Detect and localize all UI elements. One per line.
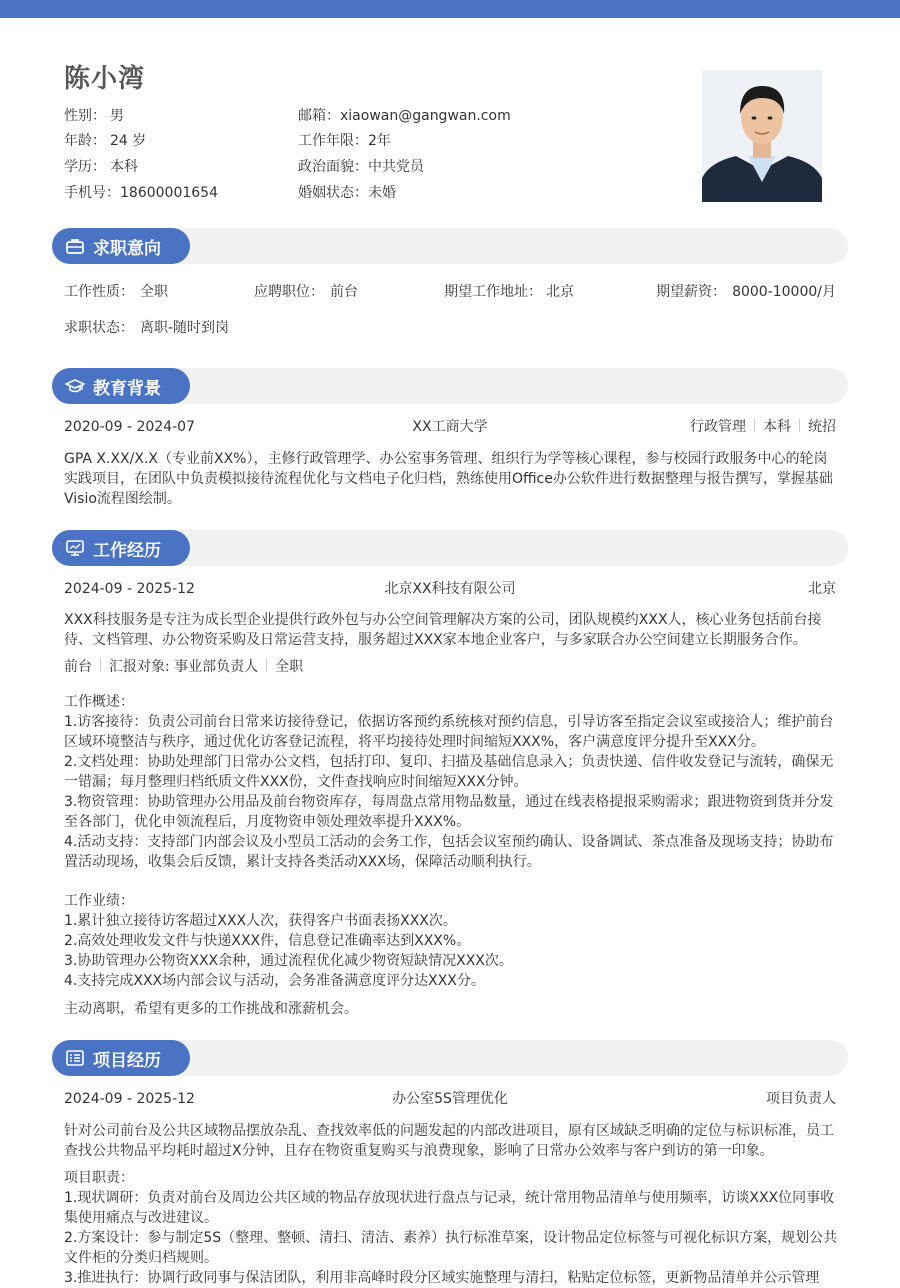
section-title: 项目经历 [93, 1050, 161, 1071]
company-description: XXX科技服务是专注为成长型企业提供行政外包与办公空间管理解决方案的公司，团队规模约XXX人，核心业务包括前台接 待、文档管理、办公物资采购及日常运营支持，服务超过XXX家本地企业客户，与多家联合办公空间建立长期服务合作。 [64, 612, 822, 648]
section-project-header [52, 1040, 190, 1076]
project-name: 办公室5S管理优化 [392, 1091, 508, 1107]
section-title: 工作经历 [93, 540, 161, 561]
section-work [52, 530, 848, 566]
political-row: 政治面貌：中共党员 [298, 159, 424, 175]
section-work-header [52, 530, 190, 566]
age-row: 年龄： 24 岁 [64, 133, 147, 149]
project-period: 2024-09 - 2025-12 [64, 1091, 195, 1107]
monitor-chart-icon [65, 538, 85, 558]
work-overview: 工作概述： 1.访客接待：负责公司前台日常来访接待登记，依据访客预约系统核对预约信息，引导访客至指定会议室或接洽人；维护前台 区域环境整洁与秩序，通过优化访客登记流程，将平均接待处理时间缩短XXX%，客户满意度评分提升至XXX分。 2.文档处理：协助处理部门日常办公文档，包括打印、复印、扫描及基础信息录入；负责快递、信件收发登记与流转，确保无 一错漏；每月整理归档纸质文件XXX份，文件查找响应时间缩短XXX分钟。 3.物资管理：协助管理办公用品及前台物资库存，每周盘点常用物品数量，通过在线表格提报采购需求；跟进物资到货并分发 至各部门，优化申领流程后，月度物资申领处理效率提升XXX%。 4.活动支持：支持部门内部会议及小型员工活动的会务工作，包括会议室预约确认、设备调试、茶点准备及现场支持；协助布 置活动现场，收集会后反馈，累计支持各类活动XXX场，保障活动顺利执行。 [64, 694, 834, 870]
avatar-photo [702, 70, 822, 202]
gender-row: 性别： 男 [64, 108, 124, 124]
section-job-intent [52, 228, 848, 264]
education-description: GPA X.XX/X.X（专业前XX%），主修行政管理学、办公室事务管理、组织行为学等核心课程，参与校园行政服务中心的轮岗 实践项目，在团队中负责模拟接待流程优化与文档电子化归档，熟练使用Office办公软件进行数据整理与报告撰写，掌握基础 Visio流程图绘制。 [64, 451, 833, 507]
education-meta: 行政管理 本科 统招 [690, 419, 836, 435]
job-status: 求职状态： 离职-随时到岗 [64, 320, 230, 336]
marital-row: 婚姻状态：未婚 [298, 185, 396, 201]
education-school: XX工商大学 [412, 419, 488, 435]
work-role-meta: 前台 汇报对象: 事业部负责人 全职 [64, 659, 304, 675]
work-company: 北京XX科技有限公司 [384, 581, 516, 597]
section-education [52, 368, 848, 404]
section-project [52, 1040, 848, 1076]
work-achievements: 工作业绩： 1.累计独立接待访客超过XXX人次，获得客户书面表扬XXX次。 2.高效处理收发文件与快递XXX件，信息登记准确率达到XXX%。 3.协助管理办公物资XXX余种，通过流程优化减少物资短缺情况XXX次。 4.支持完成XXX场内部会议与活动，会务准备满意度评分达XXX分。 [64, 893, 513, 989]
divider [799, 419, 800, 432]
briefcase-icon [65, 236, 85, 256]
section-title: 教育背景 [93, 378, 161, 399]
job-salary: 期望薪资： 8000-10000/月 [656, 284, 836, 300]
section-job-intent-header [52, 228, 190, 264]
education-row: 学历： 本科 [64, 159, 138, 175]
job-location: 期望工作地址： 北京 [444, 284, 574, 300]
avatar-photo-illustration [702, 70, 822, 202]
section-education-header [52, 368, 190, 404]
list-icon [65, 1048, 85, 1068]
work-city: 北京 [808, 581, 836, 597]
years-row: 工作年限：2年 [298, 133, 391, 149]
work-period: 2024-09 - 2025-12 [64, 581, 195, 597]
job-position: 应聘职位： 前台 [254, 284, 358, 300]
project-duties: 项目职责： 1.现状调研：负责对前台及周边公共区域的物品存放现状进行盘点与记录，统计常用物品清单与使用频率，访谈XXX位同事收 集使用痛点与改进建议。 2.方案设计：参与制定5S（整理、整顿、清扫、清洁、素养）执行标准草案，设计物品定位标签与可视化标识方案，规划公共 文件柜的分类归档规则。 3.推进执行：协调行政同事与保洁团队，利用非高峰时段分区域实施整理与清扫，粘贴定位标签，更新物品清单并公示管理 [64, 1170, 838, 1286]
education-period: 2020-09 - 2024-07 [64, 419, 195, 435]
divider [266, 659, 267, 672]
section-title: 求职意向 [93, 238, 161, 259]
project-description: 针对公司前台及公共区域物品摆放杂乱、查找效率低的问题发起的内部改进项目，原有区域缺乏明确的定位与标识标准，员工 查找公共物品平均耗时超过X分钟，且存在物资重复购买与浪费现象，影响了日常办公效率与客户到访的第一印象。 [64, 1123, 834, 1159]
divider [754, 419, 755, 432]
divider [100, 659, 101, 672]
email-row: 邮箱：xiaowan@gangwan.com [298, 108, 511, 124]
top-accent-bar [0, 0, 900, 18]
leave-reason: 主动离职，希望有更多的工作挑战和涨薪机会。 [64, 1001, 358, 1017]
candidate-name: 陈小湾 [64, 64, 146, 94]
graduation-cap-icon [65, 376, 85, 396]
job-type: 工作性质： 全职 [64, 284, 168, 300]
email-link[interactable]: xiaowan@gangwan.com [340, 108, 511, 124]
phone-row: 手机号：18600001654 [64, 185, 218, 201]
project-role: 项目负责人 [766, 1091, 836, 1107]
